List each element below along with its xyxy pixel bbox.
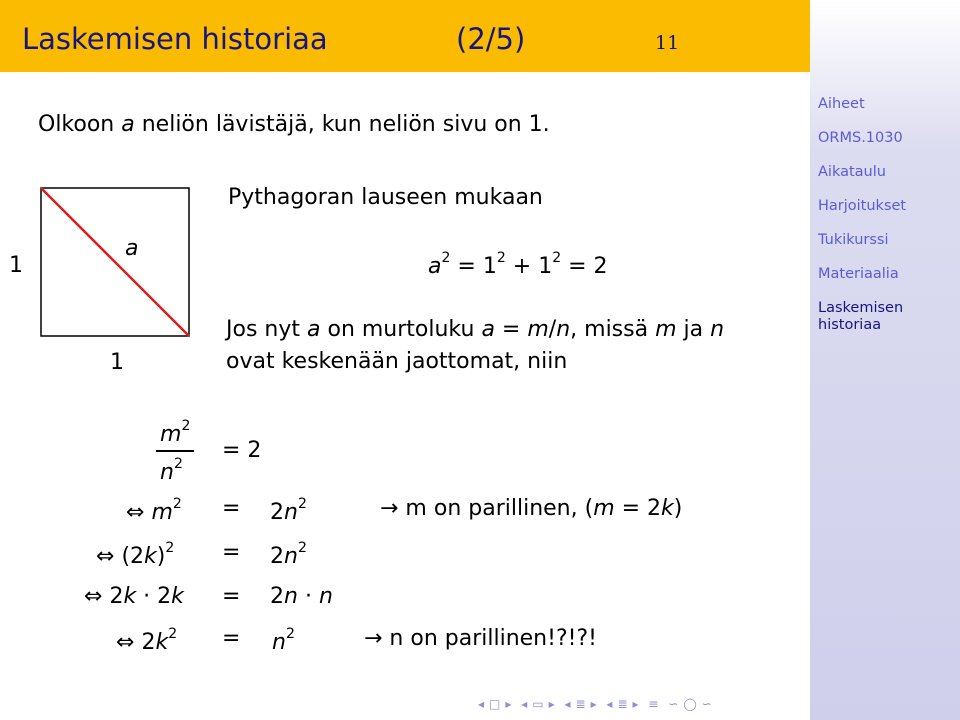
nav-back-icon[interactable]: ∽ [668, 697, 680, 711]
sidebar-item-label: Laskemisen historiaa [818, 300, 904, 333]
nav-search-icon[interactable]: ◯ [683, 697, 698, 711]
nav-appendix-icon[interactable]: ≡ [648, 697, 660, 711]
sidebar-item-harjoitukset[interactable] [818, 198, 928, 232]
jos-line-1: Jos nyt a on murtoluku a = m/n, missä m ja n [226, 317, 725, 342]
sidebar-nav [818, 96, 928, 334]
sidebar-item-label: Harjoitukset [818, 198, 907, 214]
nav-first-icon[interactable]: ◂ [478, 697, 486, 711]
row3-eq: = [222, 540, 241, 565]
sidebar-item-orms[interactable] [818, 130, 928, 164]
frame-page-fraction: (2/5) [456, 22, 526, 56]
row4-eq: = [222, 584, 241, 609]
jos-line-2: ovat keskenään jaottomat, niin [226, 349, 568, 374]
sidebar-item-label: Aiheet [818, 96, 865, 112]
row2-lhs: ⇔ $m^2$ [126, 496, 182, 525]
nav-subsection-icon[interactable]: ▭ [532, 697, 545, 711]
nav-document-icon[interactable]: ≣ [617, 697, 629, 711]
row3-rhs: $2n^2$ [270, 540, 307, 569]
row3-lhs: ⇔ $(2k)^2$ [96, 540, 175, 569]
nav-next-icon[interactable]: ▸ [632, 697, 640, 711]
sidebar-item-label: Materiaalia [818, 266, 899, 282]
nav-forward-icon[interactable]: ∽ [701, 697, 713, 711]
square-label-left: 1 [9, 253, 23, 278]
sidebar-item-materiaalia[interactable] [818, 266, 928, 300]
nav-next-icon[interactable]: ▸ [590, 697, 598, 711]
pythagoras-equation: $a^2 = 1^2 + 1^2 = 2$ [428, 250, 608, 279]
nav-prev-icon[interactable]: ◂ [521, 697, 529, 711]
sidebar-item-label: ORMS.1030 [818, 130, 903, 146]
nav-next-icon[interactable]: ▸ [548, 697, 556, 711]
nav-prev-icon[interactable]: ◂ [564, 697, 572, 711]
intro-text: Olkoon a neliön lävistäjä, kun neliön sivu on 1. [38, 112, 550, 137]
row2-eq: = [222, 496, 241, 521]
square-figure [0, 0, 220, 390]
nav-frame-icon[interactable]: □ [489, 697, 502, 711]
beamer-navigation [478, 697, 717, 711]
row1-rhs: = 2 [222, 438, 262, 463]
frame-title: Laskemisen historiaa [22, 22, 328, 56]
row5-note: → n on parillinen!?!?! [364, 626, 597, 651]
row4-lhs: ⇔ 2k · 2k [84, 584, 184, 609]
row5-lhs: ⇔ $2k^2$ [116, 626, 178, 655]
sidebar-item-label: Aikataulu [818, 164, 886, 180]
row4-rhs: 2n · n [270, 584, 333, 609]
nav-section-icon[interactable]: ≣ [575, 697, 587, 711]
row5-eq: = [222, 626, 241, 651]
row2-note: → m on parillinen, (m = 2k) [380, 496, 683, 521]
sidebar-item-tukikurssi[interactable] [818, 232, 928, 266]
row5-rhs: $n^2$ [272, 626, 295, 655]
fraction-numerator: $m^2$ [160, 418, 191, 447]
square-label-diagonal: a [125, 236, 139, 261]
sidebar-item-aiheet[interactable] [818, 96, 928, 130]
nav-next-icon[interactable]: ▸ [505, 697, 513, 711]
frame-page-number: 11 [655, 32, 680, 54]
nav-prev-icon[interactable]: ◂ [606, 697, 614, 711]
sidebar-item-label: Tukikurssi [818, 232, 889, 248]
sidebar-item-aikataulu[interactable] [818, 164, 928, 198]
square-diagonal [41, 188, 189, 336]
row2-rhs: $2n^2$ [270, 496, 307, 525]
pythagoras-text: Pythagoran lauseen mukaan [228, 185, 543, 210]
sidebar-item-laskemisen-historiaa[interactable] [818, 300, 928, 334]
fraction-denominator: $n^2$ [160, 456, 183, 485]
square-label-bottom: 1 [110, 350, 124, 375]
fraction-bar [156, 450, 194, 452]
